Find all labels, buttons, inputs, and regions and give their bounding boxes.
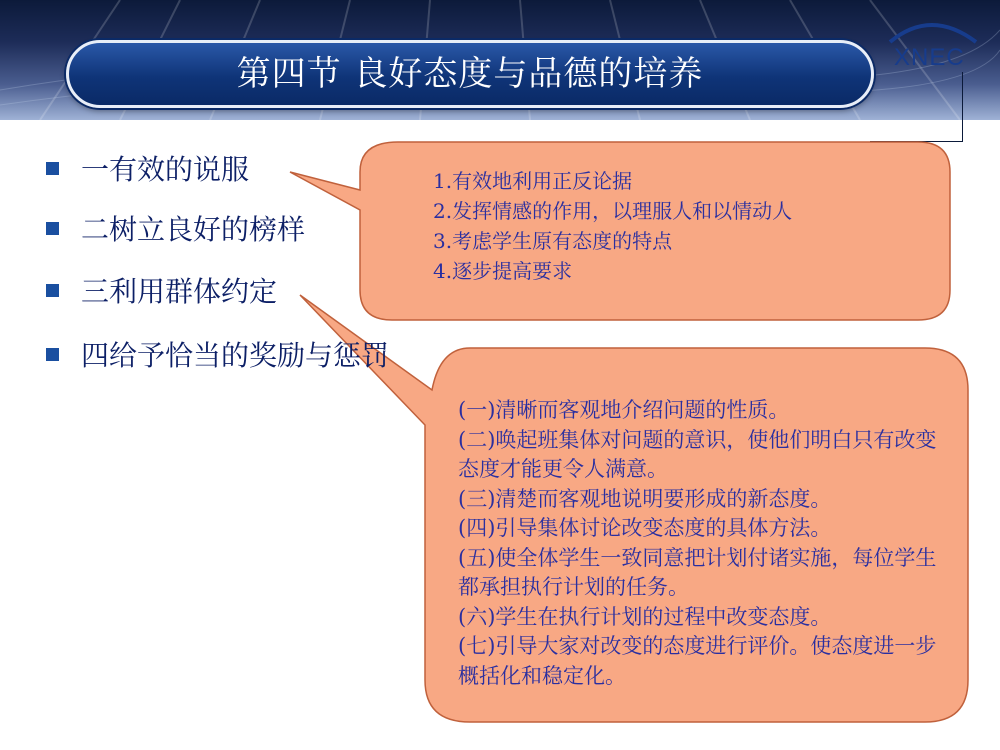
callout-2-line: (四)引导集体讨论改变态度的具体方法。 [458, 516, 832, 540]
bullet-item [46, 208, 305, 248]
callout-1-line: 4.逐步提高要求 [433, 259, 573, 283]
callout-1-line: 3.考虑学生原有态度的特点 [433, 229, 673, 253]
square-bullet-icon [46, 162, 59, 175]
bullet-text: 一有效的说服 [81, 153, 250, 186]
square-bullet-icon [46, 348, 59, 361]
callout-2-text [458, 396, 948, 691]
bullet-text: 三利用群体约定 [81, 275, 278, 308]
callout-1-line: 1.有效地利用正反论据 [433, 169, 633, 193]
bullet-item [46, 334, 389, 374]
callout-2-line: (五)使全体学生一致同意把计划付诸实施，每位学生都承担执行计划的任务。 [458, 545, 937, 599]
slide-title: 第四节 良好态度与品德的培养 [236, 54, 704, 94]
bullet-item [46, 148, 249, 188]
logo-text: XNEC [894, 44, 965, 71]
callout-1-text [433, 166, 933, 286]
callout-2-line: (一)清晰而客观地介绍问题的性质。 [458, 398, 790, 422]
bullet-item [46, 270, 277, 310]
callout-2-line: (二)唤起班集体对问题的意识，使他们明白只有改变态度才能更令人满意。 [458, 427, 937, 481]
square-bullet-icon [46, 284, 59, 297]
callout-2-line: (七)引导大家对改变的态度进行评价。使态度进一步概括化和稳定化。 [458, 634, 937, 688]
square-bullet-icon [46, 222, 59, 235]
callout-2-line: (三)清楚而客观地说明要形成的新态度。 [458, 486, 832, 511]
callout-2-line: (六)学生在执行计划的过程中改变态度。 [458, 604, 832, 629]
bullet-text: 二树立良好的榜样 [81, 213, 306, 246]
bullet-text: 四给予恰当的奖励与惩罚 [81, 339, 390, 372]
callout-1-line: 2.发挥情感的作用，以理服人和以情动人 [433, 199, 793, 223]
